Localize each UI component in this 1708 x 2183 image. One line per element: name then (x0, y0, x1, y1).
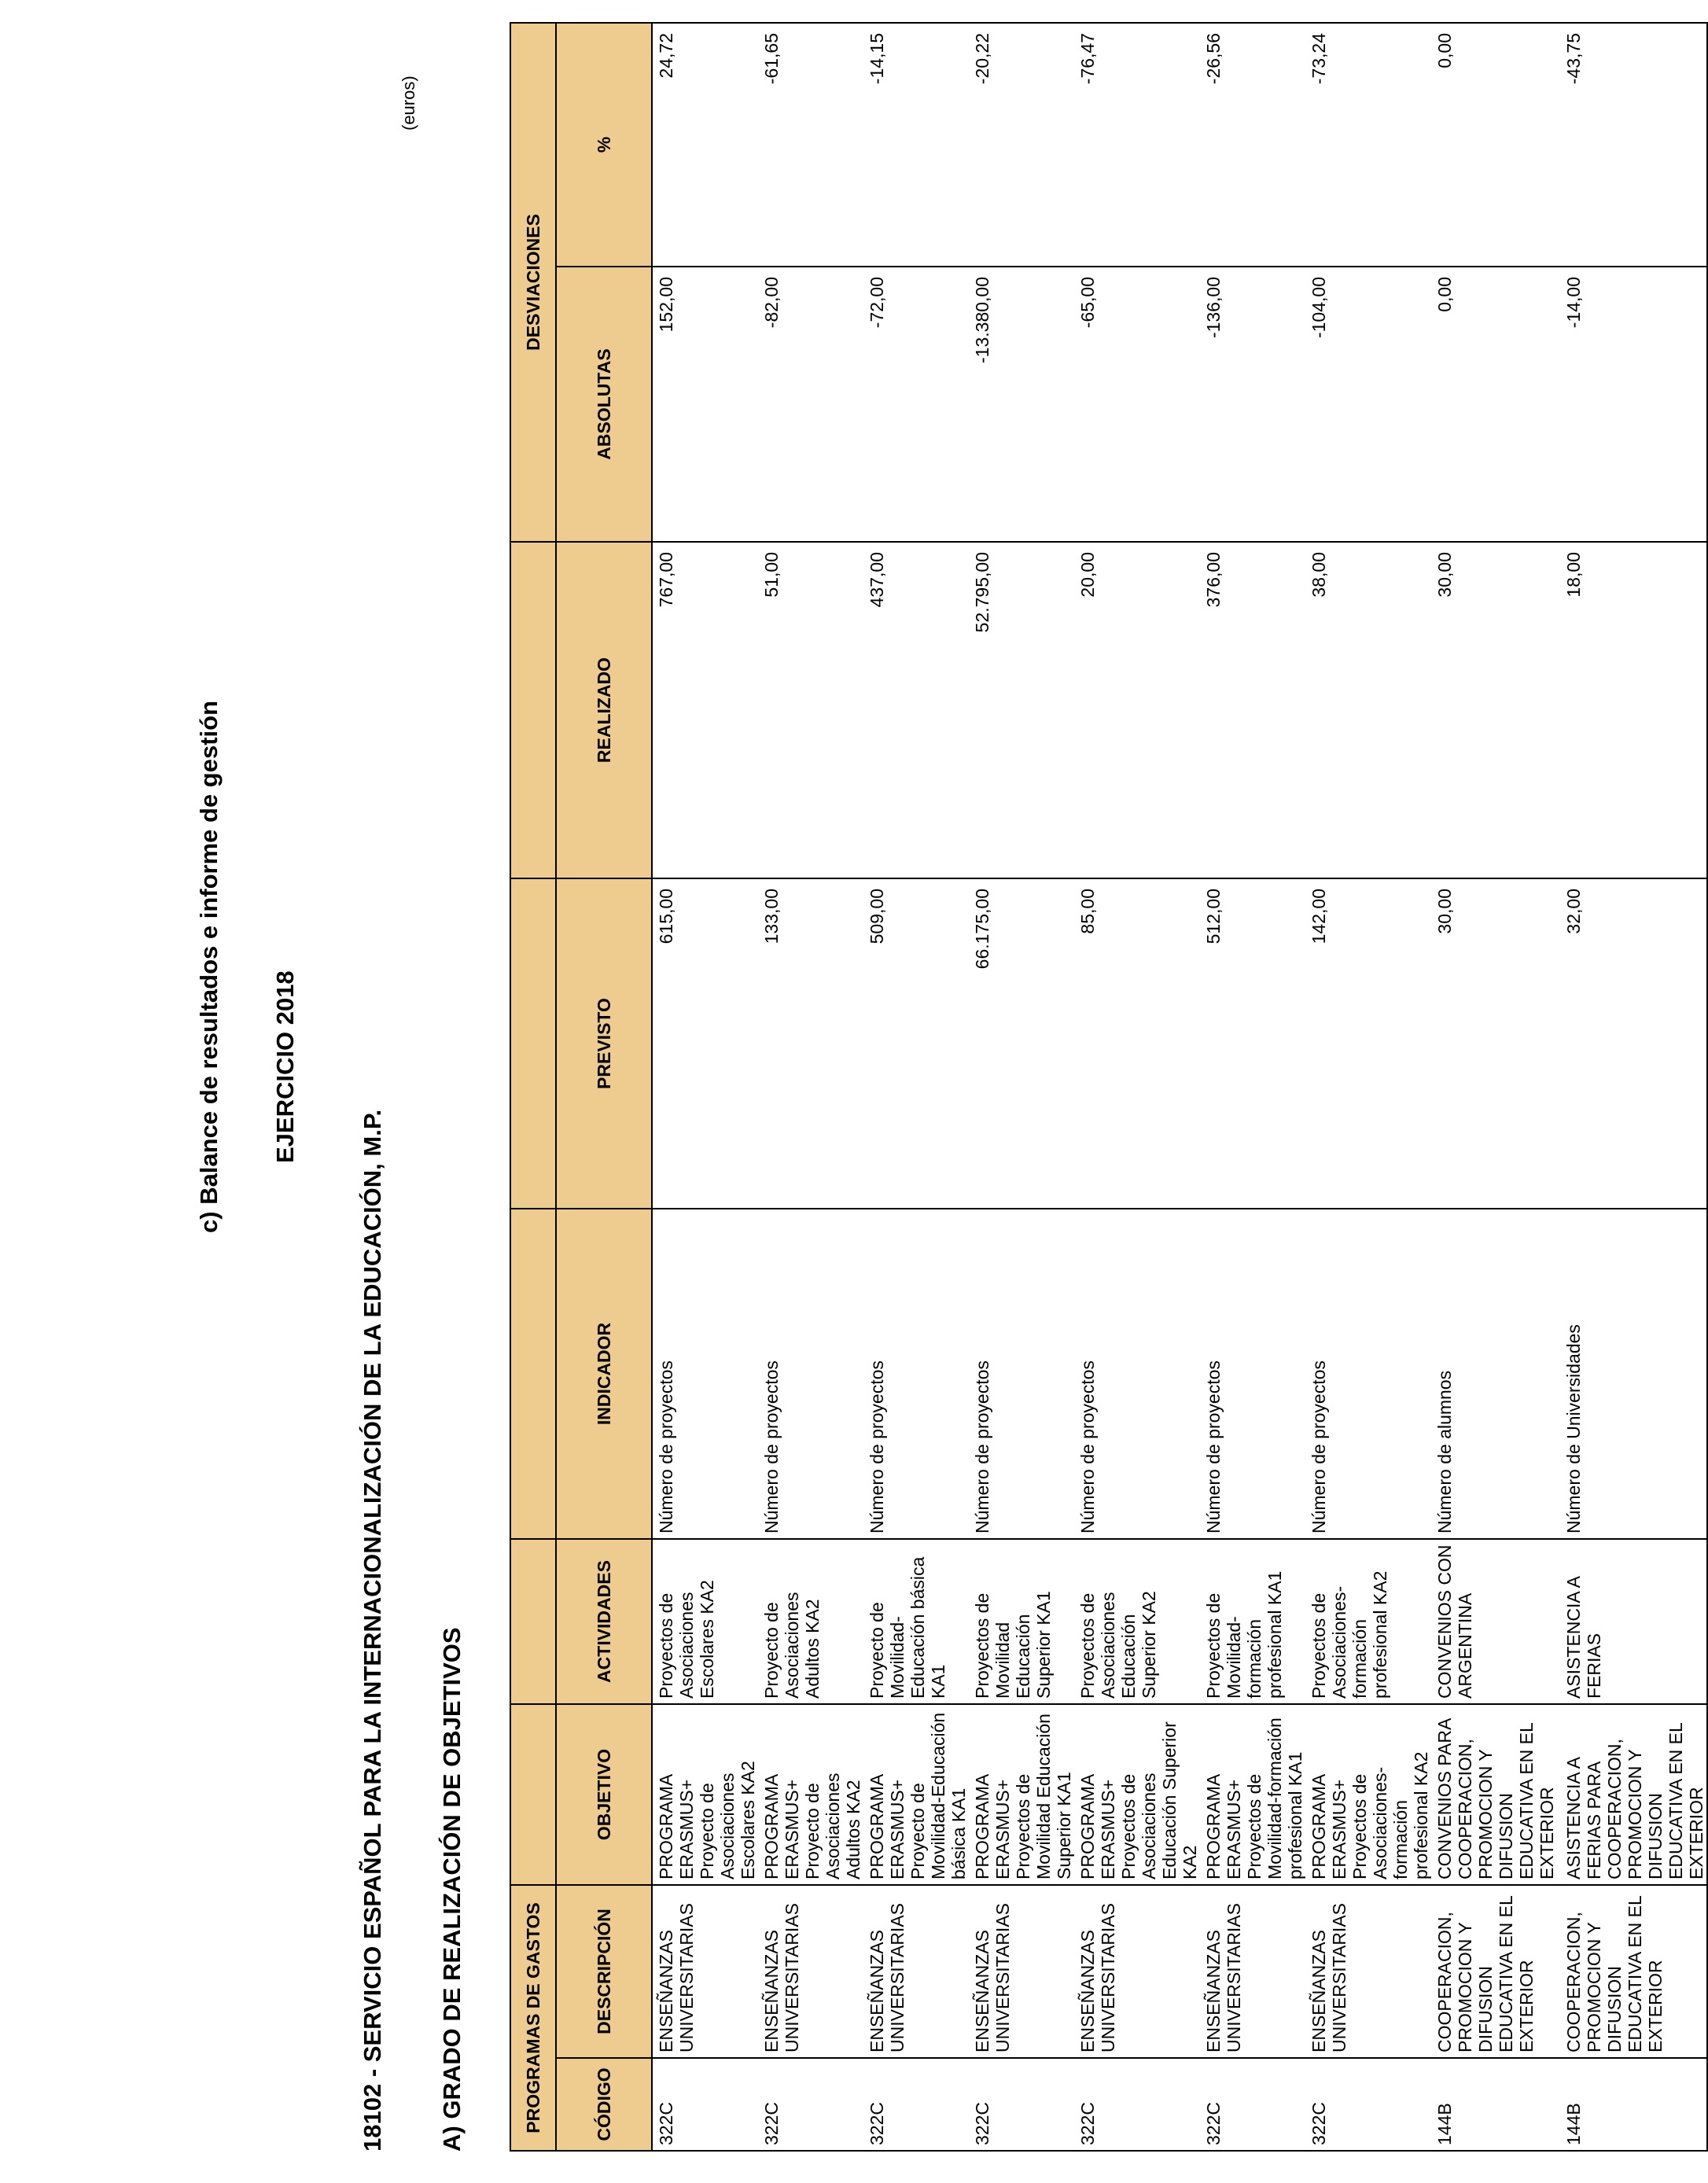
cell-objetivo: ASISTENCIA A FERIAS PARA COOPERACION, PROMOCION Y DIFUSION EDUCATIVA EN EL EXTERIOR (1560, 1704, 1707, 1885)
group-header-row (510, 23, 556, 2151)
cell-previsto: 30,00 (1431, 878, 1560, 1209)
cell-codigo: 322C (863, 2058, 969, 2151)
cell-descripcion: ENSEÑANZAS UNIVERSITARIAS (1305, 1885, 1431, 2058)
cell-codigo: 322C (969, 2058, 1074, 2151)
table-row (1431, 23, 1560, 2151)
table-row (1560, 23, 1707, 2151)
cell-actividades: Proyecto de Asociaciones Adultos KA2 (758, 1539, 863, 1704)
column-header-row (556, 23, 652, 2151)
cell-previsto: 85,00 (1074, 878, 1200, 1209)
cell-indicador: Número de proyectos (1305, 1209, 1431, 1539)
cell-absolutas: -13.380,00 (969, 267, 1074, 542)
cell-realizado: 767,00 (652, 542, 758, 878)
cell-pct: -26,56 (1200, 23, 1305, 267)
cell-objetivo: PROGRAMA ERASMUS+ Proyectos de Asociaciones-formación profesional KA2 (1305, 1704, 1431, 1885)
cell-objetivo: CONVENIOS PARA COOPERACION, PROMOCION Y DIFUSION EDUCATIVA EN EL EXTERIOR (1431, 1704, 1560, 1885)
cell-indicador: Número de alumnos (1431, 1209, 1560, 1539)
cell-actividades: Proyecto de Movilidad-Educación básica KA1 (863, 1539, 969, 1704)
cell-objetivo: PROGRAMA ERASMUS+ Proyecto de Asociaciones Adultos KA2 (758, 1704, 863, 1885)
cell-absolutas: -104,00 (1305, 267, 1431, 542)
cell-previsto: 512,00 (1200, 878, 1305, 1209)
cell-actividades: ASISTENCIA A FERIAS (1560, 1539, 1707, 1704)
cell-indicador: Número de proyectos (1200, 1209, 1305, 1539)
col-header-codigo: CÓDIGO (556, 2058, 652, 2151)
cell-indicador: Número de proyectos (969, 1209, 1074, 1539)
cell-absolutas: -136,00 (1200, 267, 1305, 542)
col-header-pct: % (556, 23, 652, 267)
group-header-blank (510, 878, 556, 1209)
cell-pct: 24,72 (652, 23, 758, 267)
cell-indicador: Número de proyectos (758, 1209, 863, 1539)
cell-realizado: 38,00 (1305, 542, 1431, 878)
cell-realizado: 18,00 (1560, 542, 1707, 878)
col-header-actividades: ACTIVIDADES (556, 1539, 652, 1704)
cell-absolutas: -65,00 (1074, 267, 1200, 542)
cell-objetivo: PROGRAMA ERASMUS+ Proyectos de Movilidad Educación Superior KA1 (969, 1704, 1074, 1885)
cell-descripcion: COOPERACION, PROMOCION Y DIFUSION EDUCATIVA EN EL EXTERIOR (1560, 1885, 1707, 2058)
cell-indicador: Número de proyectos (652, 1209, 758, 1539)
cell-codigo: 144B (1560, 2058, 1707, 2151)
cell-indicador: Número de proyectos (863, 1209, 969, 1539)
cell-actividades: Proyectos de Asociaciones Escolares KA2 (652, 1539, 758, 1704)
cell-pct: -76,47 (1074, 23, 1200, 267)
cell-descripcion: ENSEÑANZAS UNIVERSITARIAS (969, 1885, 1074, 2058)
col-header-indicador: INDICADOR (556, 1209, 652, 1539)
col-header-absolutas: ABSOLUTAS (556, 267, 652, 542)
section-title: c) Balance de resultados e informe de gestión (195, 700, 223, 1233)
group-header-desviaciones: DESVIACIONES (510, 23, 556, 542)
currency-units: (euros) (399, 75, 418, 131)
table-row (1074, 23, 1200, 2151)
cell-actividades: Proyectos de Movilidad-formación profesional KA1 (1200, 1539, 1305, 1704)
col-header-previsto: PREVISTO (556, 878, 652, 1209)
table-row (652, 23, 758, 2151)
entity-title: 18102 - SERVICIO ESPAÑOL PARA LA INTERNACIONALIZACIÓN DE LA EDUCACIÓN, M.P. (359, 1109, 386, 2152)
cell-descripcion: ENSEÑANZAS UNIVERSITARIAS (652, 1885, 758, 2058)
cell-objetivo: PROGRAMA ERASMUS+ Proyecto de Asociaciones Escolares KA2 (652, 1704, 758, 1885)
cell-pct: -61,65 (758, 23, 863, 267)
cell-realizado: 51,00 (758, 542, 863, 878)
group-header-blank (510, 1704, 556, 1885)
cell-actividades: CONVENIOS CON ARGENTINA (1431, 1539, 1560, 1704)
cell-actividades: Proyectos de Movilidad Educación Superior KA1 (969, 1539, 1074, 1704)
cell-realizado: 376,00 (1200, 542, 1305, 878)
cell-realizado: 30,00 (1431, 542, 1560, 878)
cell-codigo: 322C (1305, 2058, 1431, 2151)
cell-absolutas: -82,00 (758, 267, 863, 542)
cell-previsto: 66.175,00 (969, 878, 1074, 1209)
cell-pct: -43,75 (1560, 23, 1707, 267)
cell-previsto: 133,00 (758, 878, 863, 1209)
cell-pct: -14,15 (863, 23, 969, 267)
cell-descripcion: ENSEÑANZAS UNIVERSITARIAS (758, 1885, 863, 2058)
cell-objetivo: PROGRAMA ERASMUS+ Proyecto de Movilidad-Educación básica KA1 (863, 1704, 969, 1885)
group-header-programas: PROGRAMAS DE GASTOS (510, 1885, 556, 2151)
group-header-blank (510, 1539, 556, 1704)
group-header-blank (510, 1209, 556, 1539)
cell-absolutas: 152,00 (652, 267, 758, 542)
col-header-descripcion: DESCRIPCIÓN (556, 1885, 652, 2058)
table-row (969, 23, 1074, 2151)
table-row (758, 23, 863, 2151)
cell-previsto: 142,00 (1305, 878, 1431, 1209)
cell-absolutas: -14,00 (1560, 267, 1707, 542)
col-header-realizado: REALIZADO (556, 542, 652, 878)
cell-pct: -73,24 (1305, 23, 1431, 267)
cell-actividades: Proyectos de Asociaciones-formación profesional KA2 (1305, 1539, 1431, 1704)
cell-objetivo: PROGRAMA ERASMUS+ Proyectos de Asociaciones Educación Superior KA2 (1074, 1704, 1200, 1885)
cell-codigo: 322C (1200, 2058, 1305, 2151)
col-header-objetivo: OBJETIVO (556, 1704, 652, 1885)
cell-descripcion: ENSEÑANZAS UNIVERSITARIAS (863, 1885, 969, 2058)
table-row (1305, 23, 1431, 2151)
cell-absolutas: 0,00 (1431, 267, 1560, 542)
cell-pct: 0,00 (1431, 23, 1560, 267)
cell-indicador: Número de Universidades (1560, 1209, 1707, 1539)
cell-previsto: 615,00 (652, 878, 758, 1209)
cell-absolutas: -72,00 (863, 267, 969, 542)
cell-realizado: 20,00 (1074, 542, 1200, 878)
cell-previsto: 32,00 (1560, 878, 1707, 1209)
cell-pct: -20,22 (969, 23, 1074, 267)
cell-descripcion: COOPERACION, PROMOCION Y DIFUSION EDUCATIVA EN EL EXTERIOR (1431, 1885, 1560, 2058)
cell-realizado: 52.795,00 (969, 542, 1074, 878)
table-row (863, 23, 969, 2151)
cell-actividades: Proyectos de Asociaciones Educación Superior KA2 (1074, 1539, 1200, 1704)
cell-descripcion: ENSEÑANZAS UNIVERSITARIAS (1200, 1885, 1305, 2058)
cell-codigo: 144B (1431, 2058, 1560, 2151)
cell-realizado: 437,00 (863, 542, 969, 878)
cell-codigo: 322C (652, 2058, 758, 2151)
objectives-table (510, 22, 1708, 2152)
exercise-year: EJERCICIO 2018 (271, 970, 299, 1163)
group-header-blank (510, 542, 556, 878)
table-row (1200, 23, 1305, 2151)
report-subtitle: A) GRADO DE REALIZACIÓN DE OBJETIVOS (438, 1627, 466, 2152)
cell-previsto: 509,00 (863, 878, 969, 1209)
cell-codigo: 322C (758, 2058, 863, 2151)
cell-objetivo: PROGRAMA ERASMUS+ Proyectos de Movilidad-formación profesional KA1 (1200, 1704, 1305, 1885)
cell-indicador: Número de proyectos (1074, 1209, 1200, 1539)
cell-descripcion: ENSEÑANZAS UNIVERSITARIAS (1074, 1885, 1200, 2058)
cell-codigo: 322C (1074, 2058, 1200, 2151)
